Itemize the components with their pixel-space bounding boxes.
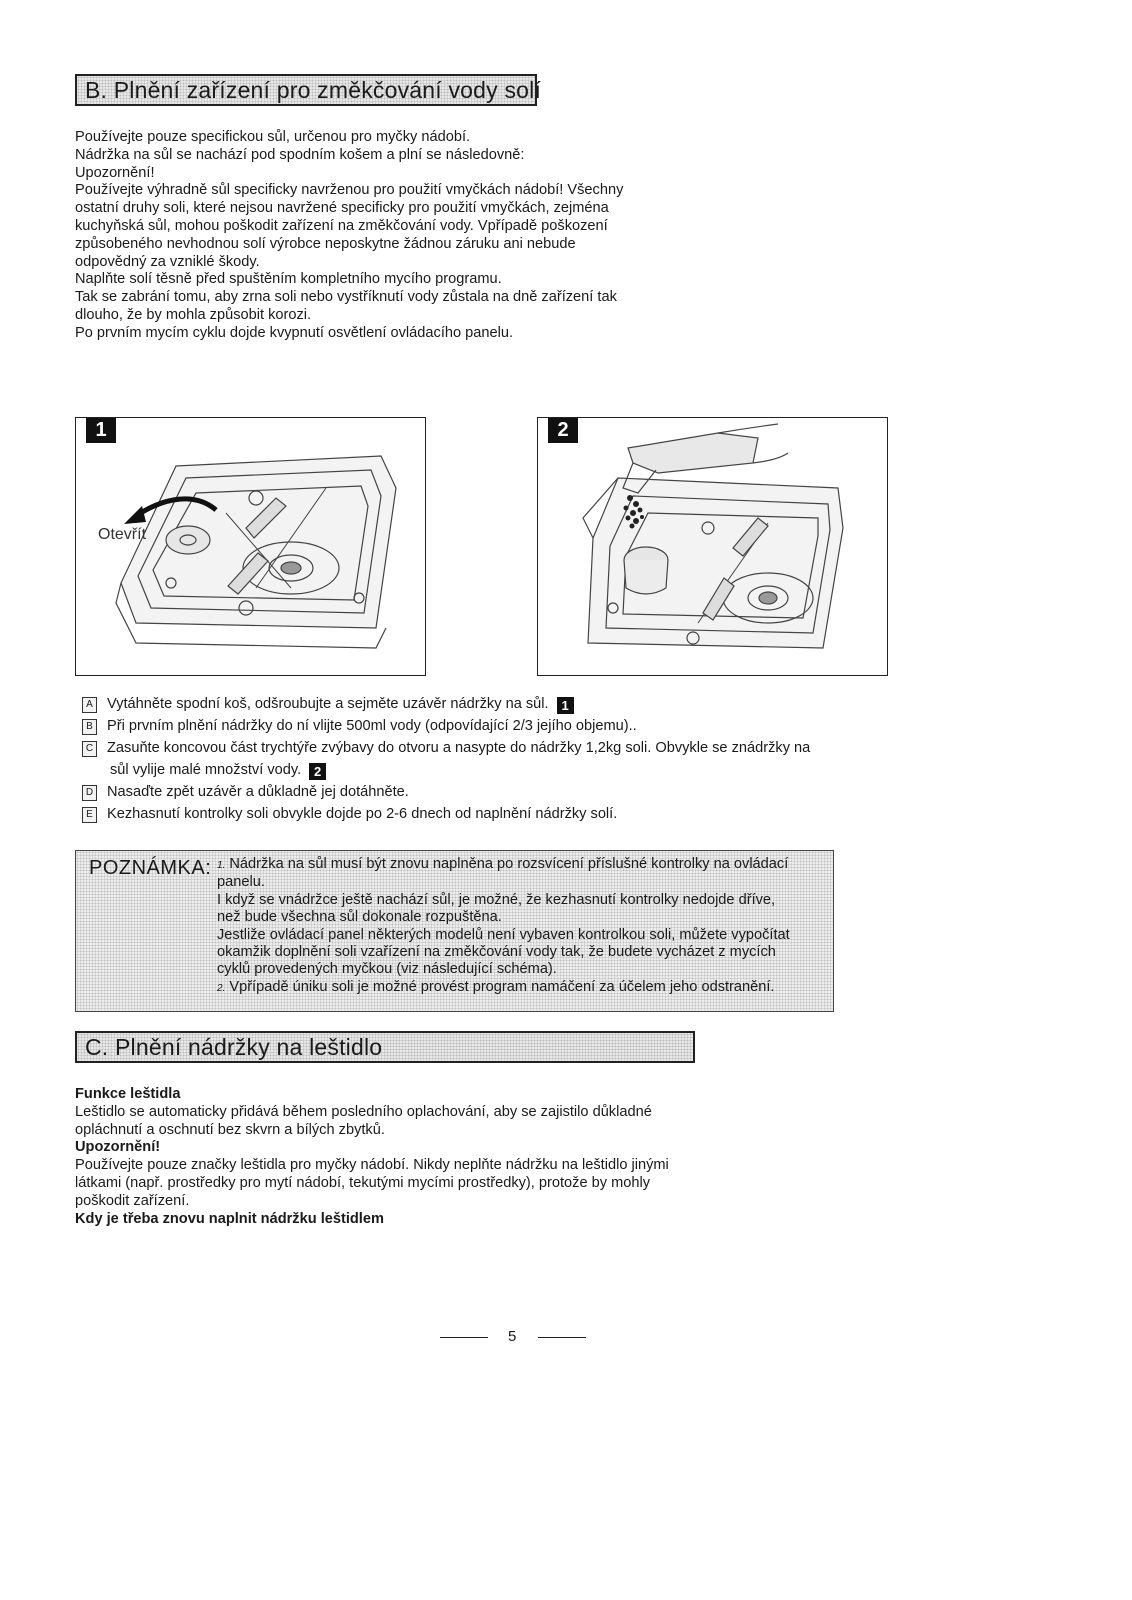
step-a	[82, 693, 810, 715]
step-c-continuation	[82, 759, 810, 781]
step-d	[82, 781, 810, 803]
body-line: látkami (např. prostředky pro mytí nádobí, tekutými mycími prostředky), protože by mohly	[75, 1174, 651, 1191]
body-line: Upozornění!	[75, 164, 155, 181]
subheading: Upozornění!	[75, 1139, 161, 1156]
note-line	[217, 979, 790, 997]
note-body	[217, 856, 790, 997]
salt-filling-illustration	[538, 418, 887, 675]
body-line: kuchyňská sůl, mohou poškodit zařízení na změkčování vody. Vpřípadě poškození	[75, 217, 608, 234]
step-text: Zasuňte koncovou část trychtýře zvýbavy do otvoru a nasypte do nádržky 1,2kg soli. Obvykle se znádržky na	[107, 740, 811, 756]
open-label: Otevřít	[98, 526, 147, 543]
body-line: Používejte pouze specifickou sůl, určenou pro myčky nádobí.	[75, 129, 471, 145]
body-line: Nádržka na sůl se nachází pod spodním košem a plní se následovně:	[75, 146, 525, 163]
footer-rule	[440, 1337, 488, 1338]
section-c-body	[75, 1086, 669, 1228]
body-line: Používejte výhradně sůl specificky navrženou pro použití vmyčkách nádobí! Všechny	[75, 182, 624, 199]
body-line: Naplňte solí těsně před spuštěním kompletního mycího programu.	[75, 271, 502, 288]
step-text: Vytáhněte spodní koš, odšroubujte a sejměte uzávěr nádržky na sůl.	[107, 696, 549, 712]
body-line: ostatní druhy soli, které nejsou navržené specificky pro použití vmyčkách, zejména	[75, 200, 609, 217]
note-box	[75, 850, 834, 1012]
section-b-title: B. Plnění zařízení pro změkčování vody solí	[75, 74, 537, 106]
subheading: Kdy je třeba znovu naplnit nádržku leštidlem	[75, 1210, 384, 1227]
body-line: Používejte pouze značky leštidla pro myčky nádobí. Nikdy neplňte nádržku na leštidlo jinými	[75, 1157, 669, 1174]
step-text: Při prvním plnění nádržky do ní vlijte 500ml vody (odpovídající 2/3 jejího objemu)..	[107, 718, 637, 734]
note-item-number: 2.	[217, 982, 226, 994]
note-line: než bude všechna sůl dokonale rozpuštěna.	[217, 909, 502, 926]
body-line: Po prvním mycím cyklu dojde kvypnutí osvětlení ovládacího panelu.	[75, 324, 514, 341]
step-text: sůl vylije malé množství vody.	[110, 762, 302, 778]
body-line: dlouho, že by mohla způsobit korozi.	[75, 306, 312, 323]
figure-2	[537, 417, 888, 676]
page-footer	[440, 1328, 590, 1348]
body-line: odpovědný za vzniklé škody.	[75, 253, 260, 270]
body-line: způsobeného nevhodnou solí výrobce neposkytne žádnou záruku ani nebude	[75, 235, 576, 252]
section-b-body	[75, 129, 623, 343]
dishwasher-tub-illustration	[76, 418, 425, 675]
figure-ref: 1	[557, 697, 574, 714]
subheading: Funkce leštidla	[75, 1086, 181, 1102]
step-letter: C	[82, 741, 97, 757]
step-e	[82, 803, 810, 825]
figure-ref: 2	[309, 763, 326, 780]
figure-number: 2	[548, 418, 578, 443]
step-letter: E	[82, 807, 97, 823]
page-number: 5	[508, 1328, 517, 1345]
step-letter: A	[82, 697, 97, 713]
section-c-title: C. Plnění nádržky na leštidlo	[75, 1031, 695, 1063]
note-line: cyklů provedených myčkou (viz následující schéma).	[217, 961, 557, 978]
body-line: Tak se zabrání tomu, aby zrna soli nebo vystříknutí vody zůstala na dně zařízení tak	[75, 289, 617, 306]
note-line: Jestliže ovládací panel některých modelů není vybaven kontrolkou soli, můžete vypočítat	[217, 926, 790, 943]
note-item-number: 1.	[217, 860, 226, 871]
step-letter: D	[82, 785, 97, 801]
note-text: Nádržka na sůl musí být znovu naplněna po rozsvícení příslušné kontrolky na ovládací	[229, 856, 789, 872]
footer-rule	[538, 1337, 586, 1338]
note-title: POZNÁMKA:	[89, 857, 212, 879]
step-b	[82, 715, 810, 737]
body-line: poškodit zařízení.	[75, 1192, 190, 1209]
note-line: I když se vnádržce ještě nachází sůl, je možné, že kezhasnutí kontrolky nedojde dříve,	[217, 891, 776, 908]
step-text: Kezhasnutí kontrolky soli obvykle dojde po 2-6 dnech od naplnění nádržky solí.	[107, 806, 618, 822]
figure-number: 1	[86, 418, 116, 443]
step-text: Nasaďte zpět uzávěr a důkladně jej dotáhněte.	[107, 784, 409, 800]
note-line: okamžik doplnění soli vzařízení na změkčování vody tak, že budete vycházet z mycích	[217, 944, 776, 961]
body-line: Leštidlo se automaticky přidává během posledního oplachování, aby se zajistilo důkladné	[75, 1103, 652, 1120]
note-line: panelu.	[217, 874, 265, 891]
figure-1	[75, 417, 426, 676]
step-letter: B	[82, 719, 97, 735]
step-c	[82, 737, 810, 759]
body-line: opláchnutí a oschnutí bez skvrn a bílých zbytků.	[75, 1121, 385, 1138]
note-line	[217, 856, 790, 874]
note-text: Vpřípadě úniku soli je možné provést program namáčení za účelem jeho odstranění.	[229, 978, 775, 995]
steps-list	[82, 693, 810, 825]
